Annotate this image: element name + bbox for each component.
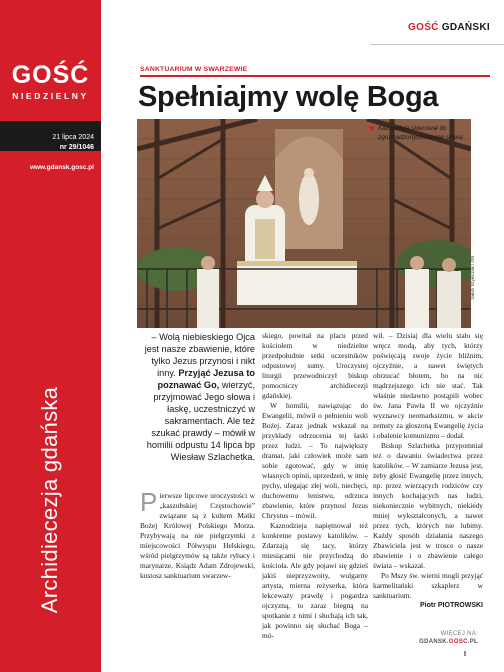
article-column-3 — [373, 331, 483, 611]
more-url-link[interactable] — [419, 638, 478, 646]
article-column-1 — [140, 331, 255, 581]
logo[interactable] — [0, 62, 101, 101]
brand-left: GOŚĆ — [408, 22, 439, 33]
paragraph-text: ierwsze lipcowe uroczystości w „kaszubskiej Częstochowie” związane są z kultem Matki Bożej Królowej Polskiego Morza. Przybywają na nie pielgrzymki z miejscowości Półwyspu Helskiego, wśród pielgrzymów są także rybacy i marynarze. Ksiądz Adam Zdrojewski, kustosz sanktuarium swarzew- — [140, 491, 255, 580]
more-online[interactable] — [419, 630, 478, 646]
article-photo — [137, 119, 471, 328]
sidebar — [0, 0, 101, 672]
more-url-part-c: .PL — [467, 639, 478, 645]
paragraph: Po Mszy św. wierni mogli przyjąć karmelitański szkaplerz w sanktuarium. — [373, 571, 483, 600]
paragraph: Biskup Szlachetka przypomniał też o dawaniu świadectwa przez katolików. – W zamiarze Jezusa jest, żeby głosić Ewangelię przez innych, np. przez wierzących rodziców czy innych kochających nas ludzi, niekoniecznie wybitnych, niekiedy mniej wykształconych, a nawet przez tych, których nie lubimy. Każdy sposób działania naszego Zbawiciela jest w trosce o nasze zbawienie i o zbawienie całego świata – wskazał. — [373, 441, 483, 570]
paragraph — [140, 487, 255, 581]
logo-main-text: GOŚĆ — [11, 61, 90, 89]
brand-header — [408, 22, 490, 33]
kicker-divider — [140, 75, 490, 77]
section-name: Archidiecezja gdańska — [37, 386, 62, 614]
issue-date: 21 lipca 2024 — [52, 134, 94, 141]
article-author: Piotr PIOTROWSKI — [420, 602, 483, 609]
lead-bold-text: Przyjąć Jezusa to poznawać Go, — [157, 368, 255, 390]
photo-credit: Jakub Szymczak / GN — [470, 255, 475, 300]
article-title: Spełniajmy wolę Boga — [138, 81, 439, 113]
paragraph: skiego, powitał na placu przed kościołem w niedzielne przedpołudnie setki uczestników odpustowej sumy. Uroczystej liturgii przewodniczył biskup pomocniczy archidiecezji gdańskiej. — [262, 331, 368, 400]
page-number: I — [464, 651, 466, 658]
more-url-part-a: GDANSK. — [419, 639, 449, 645]
paragraph: W homilii, nawiązując do Ewangelii, mówił o pełnieniu woli Bożej. Zaraz jednak wskazał na przykłady odrzucenia tej łaski przez ludzi. – To największy dramat, jaki człowiek może sam sobie zgotować, gdy w imię własnych opinii, uprzedzeń, w imię pychy, ulegając złej woli, niechęci, duchowemu lenistwu, odrzuca zbawienie, które przynosi Jezus Chrystus – mówił. — [262, 401, 368, 520]
brand-right: GDAŃSKI — [441, 22, 490, 33]
more-label: WIĘCEJ NA: — [440, 631, 478, 637]
logo-sub-text: NIEDZIELNY — [12, 91, 89, 101]
lead-text-2: wierzyć, przyjmować Jego słowa i łaskę, uczestniczyć w sakramentach. Ale też szukać prawdy – mówił w homilii odpustu 14 lipca bp Wiesław Szlachetka. — [146, 380, 255, 462]
lead-text-1: – Wolą niebieskiego Ojca jest nasze zbawienie, które tylko Jezus przynosi i nikt inny. — [144, 332, 255, 378]
brand-divider — [370, 44, 504, 45]
column-spacer — [140, 463, 255, 491]
article-kicker: SANKTUARIUM W SWARZEWIE — [140, 66, 248, 73]
photo-caption: Kazodzieja skierował do zgromadzonych mocne słowa. — [378, 125, 464, 141]
paragraph: Kaznodzieja napiętnował też konkretne postawy katolików. – Zdarzają się tacy, którzy miesiącami nie przychodzą do kościoła. Ale gdy pojawi się gdzieś jakiś nieprzyzwoity, wulgarny artysta, mierna reżyserka, która lekceważy prawdę i pogardza ojczyzną, to zaraz biegną na spotkanie z nimi i słuchają ich tak, jak powinno się słuchać Boga – mó- — [262, 521, 368, 640]
article-lead — [140, 331, 255, 463]
photo-illustration — [137, 119, 471, 328]
more-url-part-b: GOSC — [448, 639, 468, 645]
dropcap-letter: P — [140, 487, 158, 517]
article-column-2 — [262, 331, 368, 641]
issue-number: nr 29/1046 — [59, 144, 94, 151]
caption-arrow-icon — [369, 126, 375, 132]
site-url-link[interactable]: www.gdansk.gosc.pl — [29, 164, 94, 171]
paragraph: wił. – Dzisiaj dla wielu stało się wręcz modą, aby tych, którzy poświęcają swoje życie bliźnim, ojczyźnie, a nawet świętych obrzucać błotem, bo na nic mądrzejszego ich nie stać. Tak właśnie niedawno postąpili wobec św. Jana Pawła II we ojczyźnie wyznawcy neomarksizmu, w akcie zemsty za głoszoną Ewangelię życia i obalenie komunizmu – dodał. — [373, 331, 483, 440]
